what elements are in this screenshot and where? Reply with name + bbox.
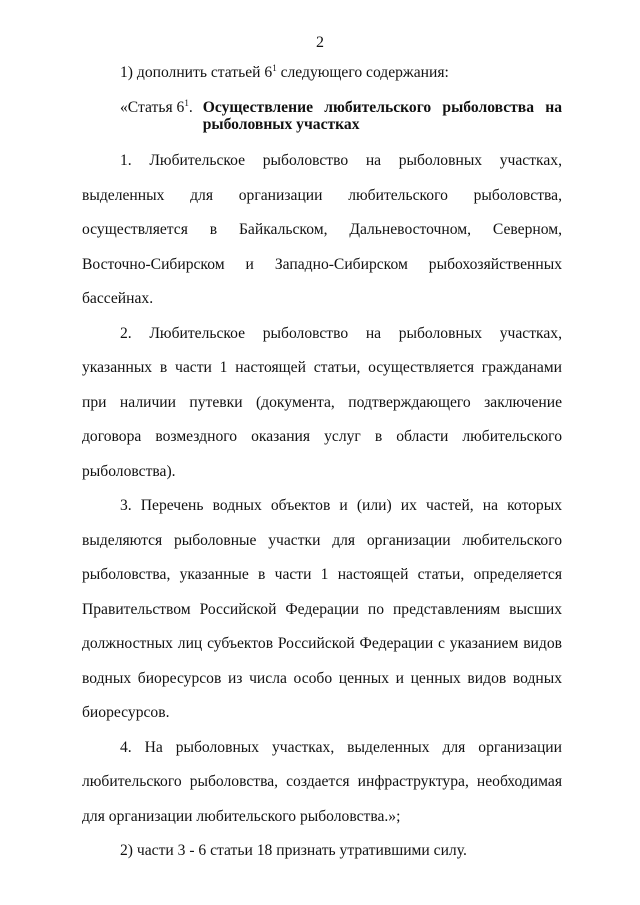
article-title: Осуществление любительского рыболовства на рыболовных участках	[202, 99, 562, 133]
article-heading	[82, 99, 562, 133]
paragraph-3: 3. Перечень водных объектов и (или) их частей, на которых выделяются рыболовные участки для организации любительского рыболовства, указанные в части 1 настоящей статьи, определяется Правительством Российской Федерации по представлениям высших должностных лиц субъектов Российской Федерации с указанием видов водных биоресурсов из числа особо ценных и ценных видов водных биоресурсов.	[82, 497, 562, 721]
paragraph-1: 1. Любительское рыболовство на рыболовных участках, выделенных для организации любительского рыболовства, осуществляется в Байкальском, Дальневосточном, Северном, Восточно-Сибирском и Западно-Сибирском рыбохозяйственных бассейнах.	[82, 152, 562, 307]
amendment-1-intro: 1) дополнить статьей $6^1$ следующего содержания:	[120, 62, 449, 81]
article-number: «Статья $6^1$.	[120, 97, 193, 116]
amendment-2: 2) части 3 - 6 статьи 18 признать утратившими силу.	[120, 842, 467, 859]
paragraph-2: 2. Любительское рыболовство на рыболовных участках, указанных в части 1 настоящей статьи, осуществляется гражданами при наличии путевки (документа, подтверждающего заключение договора возмездного оказания услуг в области любительского рыболовства).	[82, 324, 562, 480]
page-number: 2	[316, 34, 324, 51]
paragraph-4: 4. На рыболовных участках, выделенных для организации любительского рыболовства, создается инфраструктура, необходимая для организации любительского рыболовства.»;	[82, 738, 562, 825]
document-body	[82, 62, 562, 869]
